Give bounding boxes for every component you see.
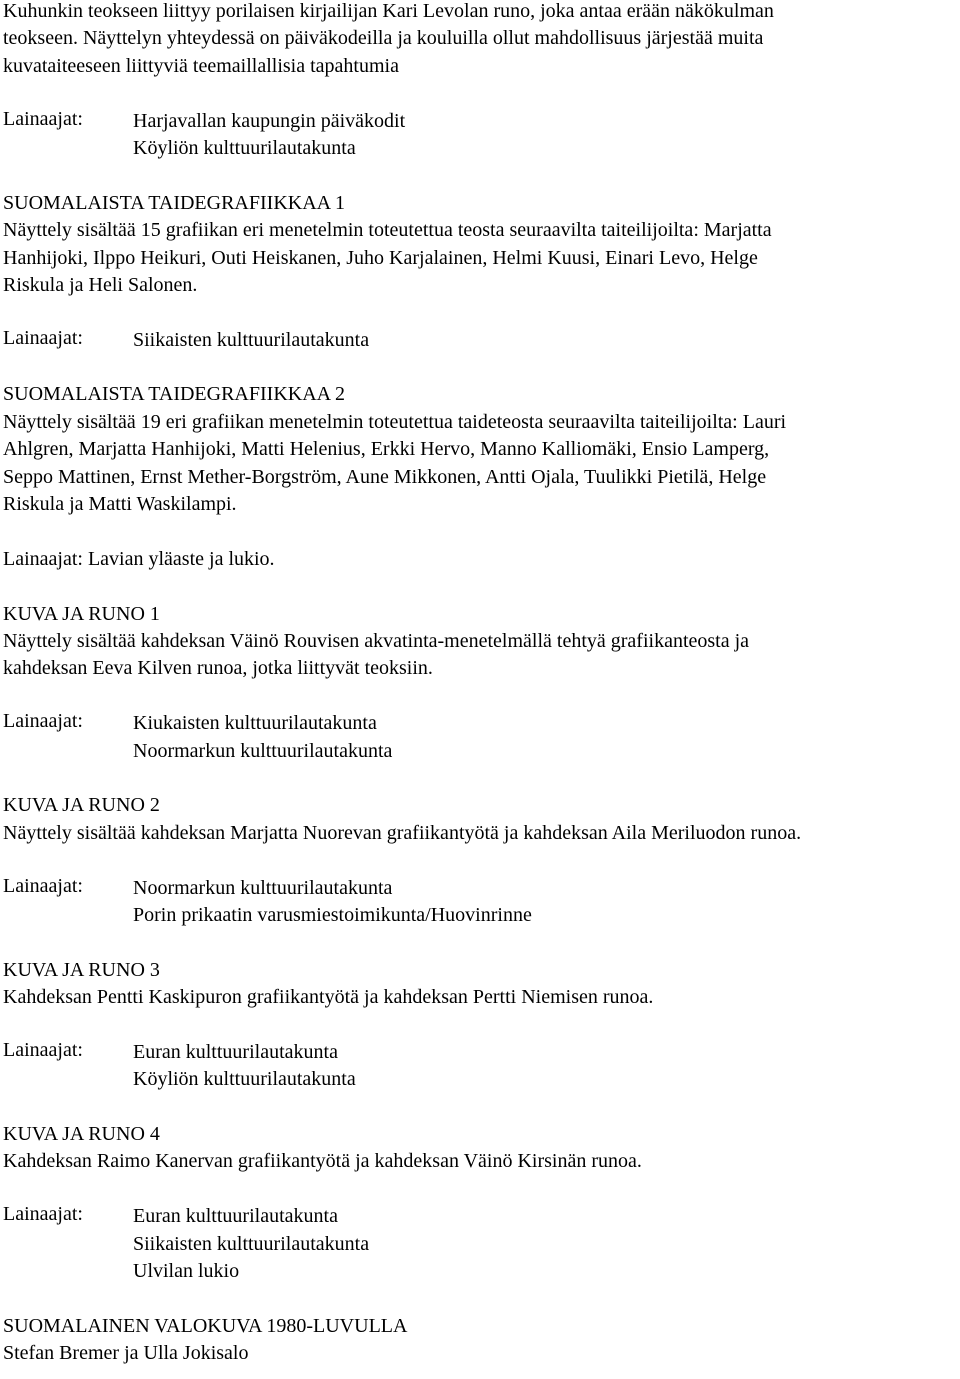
lender-name: Harjavallan kaupungin päiväkodit bbox=[133, 109, 406, 132]
section-line: kahdeksan Eeva Kilven runoa, jotka liittyvät teoksiin. bbox=[3, 657, 433, 680]
lenders-label: Lainaajat: bbox=[3, 1203, 83, 1226]
section-line: Näyttely sisältää kahdeksan Marjatta Nuorevan grafiikantyötä ja kahdeksan Aila Meriluodon runoa. bbox=[3, 821, 802, 844]
lender-name: Euran kulttuurilautakunta bbox=[133, 1040, 338, 1063]
section-line: Näyttely sisältää 19 eri grafiikan menetelmin toteutettua taideteosta seuraavilta taiteilijoilta: Lauri bbox=[3, 410, 787, 433]
lenders-block bbox=[3, 108, 960, 163]
document-page bbox=[3, 0, 960, 1368]
intro-line: kuvataiteeseen liittyviä teemaillallisia tapahtumia bbox=[3, 54, 399, 77]
lender-name: Noormarkun kulttuurilautakunta bbox=[133, 876, 393, 899]
lender-name: Siikaisten kulttuurilautakunta bbox=[133, 328, 370, 351]
section-line: Näyttely sisältää 15 grafiikan eri menetelmin toteutettua teosta seuraavilta taiteilijoilta: Marjatta bbox=[3, 219, 772, 242]
intro-line: teokseen. Näyttelyn yhteydessä on päiväkodeilla ja kouluilla ollut mahdollisuus järjestää muita bbox=[3, 27, 764, 50]
lender-name: Köyliön kulttuurilautakunta bbox=[133, 1068, 356, 1091]
section-line: Stefan Bremer ja Ulla Jokisalo bbox=[3, 1342, 249, 1365]
lender-name: Euran kulttuurilautakunta bbox=[133, 1205, 338, 1228]
section-title: SUOMALAISTA TAIDEGRAFIIKKAA 1 bbox=[3, 191, 345, 214]
section-line: Kahdeksan Raimo Kanervan grafiikantyötä ja kahdeksan Väinö Kirsinän runoa. bbox=[3, 1150, 642, 1173]
lender-name: Ulvilan lukio bbox=[133, 1259, 240, 1282]
section-line: Riskula ja Matti Waskilampi. bbox=[3, 493, 237, 516]
section-title: KUVA JA RUNO 4 bbox=[3, 1123, 160, 1146]
lenders-block bbox=[3, 327, 960, 354]
section-line: Näyttely sisältää kahdeksan Väinö Rouvisen akvatinta-menetelmällä tehtyä grafiikanteosta ja bbox=[3, 629, 750, 652]
section-line: Hanhijoki, Ilppo Heikuri, Outi Heiskanen, Juho Karjalainen, Helmi Kuusi, Einari Levo, Helge bbox=[3, 246, 758, 269]
section-title: SUOMALAINEN VALOKUVA 1980-LUVULLA bbox=[3, 1314, 408, 1337]
section-title: KUVA JA RUNO 2 bbox=[3, 794, 160, 817]
lender-name: Siikaisten kulttuurilautakunta bbox=[133, 1232, 370, 1255]
lenders-inline: Lainaajat: Lavian yläaste ja lukio. bbox=[3, 547, 275, 570]
intro-line: Kuhunkin teokseen liittyy porilaisen kirjailijan Kari Levolan runo, joka antaa erään näkökulman bbox=[3, 0, 774, 22]
lender-name: Kiukaisten kulttuurilautakunta bbox=[133, 712, 377, 735]
lenders-label: Lainaajat: bbox=[3, 710, 83, 733]
lenders-block bbox=[3, 875, 960, 930]
lender-name: Köyliön kulttuurilautakunta bbox=[133, 136, 356, 159]
lenders-label: Lainaajat: bbox=[3, 1038, 83, 1061]
section-line: Seppo Mattinen, Ernst Mether-Borgström, Aune Mikkonen, Antti Ojala, Tuulikki Pietilä, Helge bbox=[3, 465, 767, 488]
lenders-label: Lainaajat: bbox=[3, 326, 83, 349]
section-line: Riskula ja Heli Salonen. bbox=[3, 273, 198, 296]
lenders-label: Lainaajat: bbox=[3, 874, 83, 897]
section-title: KUVA JA RUNO 3 bbox=[3, 958, 160, 981]
section-line: Kahdeksan Pentti Kaskipuron grafiikantyötä ja kahdeksan Pertti Niemisen runoa. bbox=[3, 986, 654, 1009]
section-title: SUOMALAISTA TAIDEGRAFIIKKAA 2 bbox=[3, 383, 345, 406]
section-line: Ahlgren, Marjatta Hanhijoki, Matti Helenius, Erkki Hervo, Manno Kalliomäki, Ensio Lamperg, bbox=[3, 438, 770, 461]
lenders-block bbox=[3, 1039, 960, 1094]
lender-name: Porin prikaatin varusmiestoimikunta/Huovinrinne bbox=[133, 903, 532, 926]
section-title: KUVA JA RUNO 1 bbox=[3, 602, 160, 625]
lender-name: Noormarkun kulttuurilautakunta bbox=[133, 739, 393, 762]
lenders-block bbox=[3, 710, 960, 765]
lenders-block bbox=[3, 1203, 960, 1285]
lenders-label: Lainaajat: bbox=[3, 107, 83, 130]
